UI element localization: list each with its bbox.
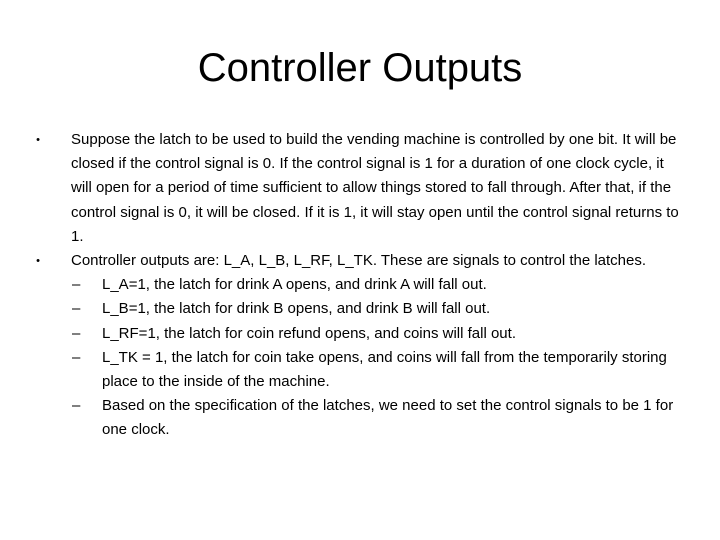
bullet-item xyxy=(36,128,686,249)
dash-icon: – xyxy=(72,276,81,294)
sub-bullet-item xyxy=(36,273,686,297)
dash-icon: – xyxy=(72,300,81,318)
slide-body xyxy=(36,128,686,443)
bullet-dot-icon: • xyxy=(36,255,40,268)
sub-bullet-text: L_B=1, the latch for drink B opens, and drink B will fall out. xyxy=(102,300,491,318)
bullet-dot-icon: • xyxy=(36,134,40,146)
sub-bullet-text: L_A=1, the latch for drink A opens, and drink A will fall out. xyxy=(102,276,487,294)
sub-bullet-text: Based on the specification of the latches, we need to set the control signals to be 1 for one clock. xyxy=(102,397,674,439)
dash-icon: – xyxy=(72,324,81,342)
sub-bullet-item xyxy=(36,322,686,346)
slide-title: Controller Outputs xyxy=(197,46,523,90)
bullet-item xyxy=(36,249,686,273)
bullet-text: Suppose the latch to be used to build the vending machine is controlled by one bit. It will be closed if the control signal is 0. If the control signal is 1 for a duration of one clock cycle, it will open for a period of time sufficient to allow things stored to fall through. After that, if the control signal is 0, it will be closed. If it is 1, it will stay open until the control signal returns to 1. xyxy=(71,131,679,245)
dash-icon: – xyxy=(72,397,81,415)
bullet-text: Controller outputs are: L_A, L_B, L_RF, L_TK. These are signals to control the latches. xyxy=(71,252,647,270)
sub-bullet-item xyxy=(36,346,686,394)
sub-bullet-text: L_TK = 1, the latch for coin take opens, and coins will fall from the temporarily storing place to the inside of the machine. xyxy=(102,348,667,391)
sub-bullet-text: L_RF=1, the latch for coin refund opens, and coins will fall out. xyxy=(102,324,516,342)
sub-bullet-list xyxy=(36,273,686,442)
sub-bullet-item xyxy=(36,394,686,442)
sub-bullet-item xyxy=(36,297,686,321)
dash-icon: – xyxy=(72,348,81,366)
